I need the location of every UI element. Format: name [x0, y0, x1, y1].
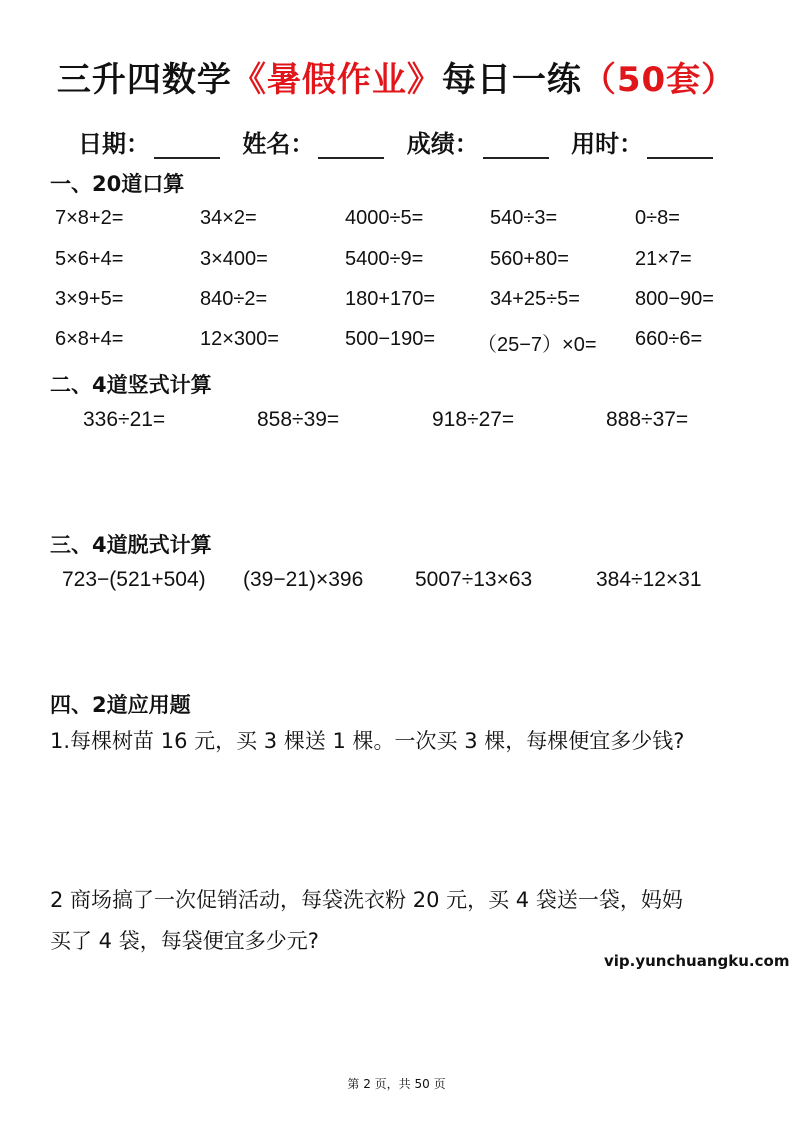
- info-row: [78, 124, 727, 159]
- oral-row-4: [55, 328, 775, 358]
- watermark: vip.yunchuangku.com: [604, 952, 790, 970]
- oral-item: 500−190=: [345, 328, 436, 350]
- vertical-calc-row: [83, 408, 763, 438]
- oral-item: （25−7）×0=: [477, 334, 597, 356]
- oral-item: 6×8+4=: [55, 328, 124, 350]
- oral-item: 660÷6=: [635, 328, 703, 350]
- oral-item: 21×7=: [635, 248, 692, 270]
- score-field: 成绩：: [407, 124, 549, 159]
- word-problem-2-line-2: 买了 4 袋，每袋便宜多少元?: [50, 929, 319, 953]
- oral-item: 560+80=: [490, 248, 569, 270]
- oral-item: 540÷3=: [490, 207, 558, 229]
- word-problem-1: 1.每棵树苗 16 元，买 3 棵送 1 棵。一次买 3 棵，每棵便宜多少钱?: [50, 729, 685, 753]
- page-footer: 第 2 页，共 50 页: [347, 1077, 446, 1091]
- date-blank[interactable]: [154, 135, 220, 159]
- oral-item: 4000÷5=: [345, 207, 424, 229]
- stepwise-calc-row: [62, 568, 762, 598]
- oral-item: 840÷2=: [200, 288, 268, 310]
- oral-item: 34×2=: [200, 207, 257, 229]
- oral-item: 5×6+4=: [55, 248, 124, 270]
- time-field: 用时：: [571, 124, 713, 159]
- oral-item: 7×8+2=: [55, 207, 124, 229]
- name-blank[interactable]: [318, 135, 384, 159]
- oral-item: 800−90=: [635, 288, 714, 310]
- vertical-calc-item: 858÷39=: [257, 408, 340, 431]
- title-suffix: 每日一练: [441, 60, 582, 100]
- date-field: 日期：: [78, 124, 220, 159]
- oral-item: 5400÷9=: [345, 248, 424, 270]
- section-1-title: 一、20道口算: [50, 172, 185, 196]
- word-problem-2-line-1: 2 商场搞了一次促销活动，每袋洗衣粉 20 元，买 4 袋送一袋，妈妈: [50, 888, 683, 912]
- title-set: （50套）: [581, 60, 737, 100]
- section-4-title: 四、2道应用题: [50, 693, 191, 717]
- oral-item: 180+170=: [345, 288, 436, 310]
- title-highlight: 《暑假作业》: [231, 60, 442, 100]
- page-title: [0, 52, 793, 101]
- oral-row-2: [55, 248, 775, 278]
- vertical-calc-item: 918÷27=: [432, 408, 515, 431]
- stepwise-calc-item: 723−(521+504): [62, 568, 206, 591]
- name-field: 姓名：: [242, 124, 384, 159]
- oral-item: 3×400=: [200, 248, 268, 270]
- vertical-calc-item: 888÷37=: [606, 408, 689, 431]
- oral-item: 34+25÷5=: [490, 288, 580, 310]
- vertical-calc-item: 336÷21=: [83, 408, 166, 431]
- oral-item: 3×9+5=: [55, 288, 124, 310]
- oral-item: 0÷8=: [635, 207, 680, 229]
- oral-item: 12×300=: [200, 328, 279, 350]
- stepwise-calc-item: 5007÷13×63: [415, 568, 533, 591]
- stepwise-calc-item: (39−21)×396: [243, 568, 364, 591]
- title-prefix: 三升四数学: [56, 60, 232, 100]
- section-2-title: 二、4道竖式计算: [50, 373, 212, 397]
- score-blank[interactable]: [483, 135, 549, 159]
- stepwise-calc-item: 384÷12×31: [596, 568, 702, 591]
- time-blank[interactable]: [647, 135, 713, 159]
- section-3-title: 三、4道脱式计算: [50, 533, 212, 557]
- oral-row-3: [55, 288, 775, 318]
- oral-row-1: [55, 207, 775, 237]
